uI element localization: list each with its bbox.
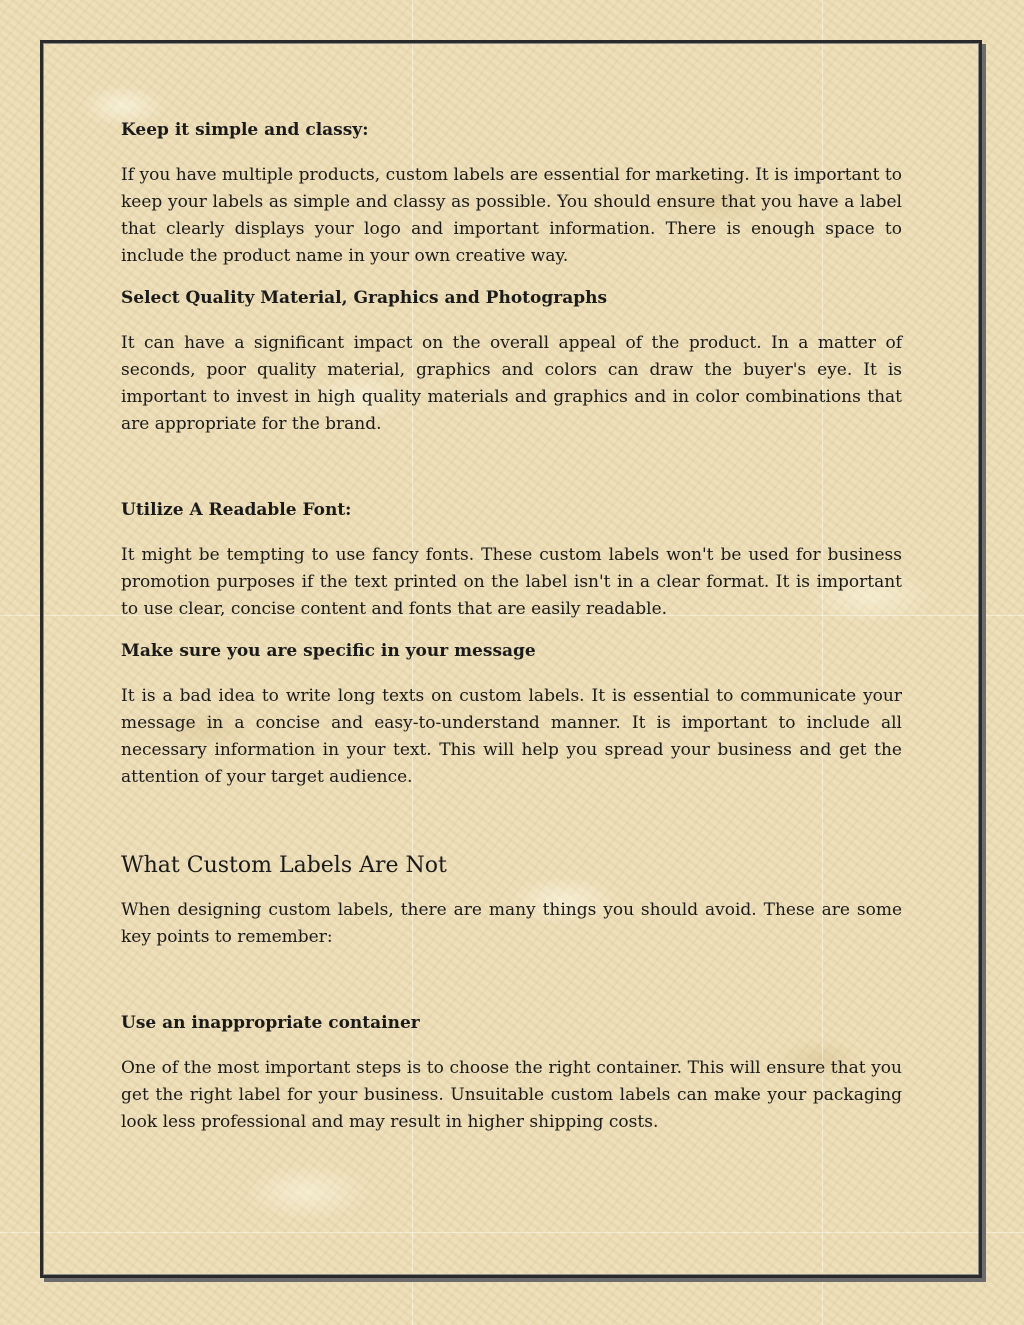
heading-inappropriate-container: Use an inappropriate container — [121, 1013, 420, 1033]
paragraph-inappropriate-container: One of the most important steps is to choose the right container. This will ensure that you get the right label for your business. Unsuitable custom labels can make your packaging look less professional and may result in higher shipping costs. — [121, 1058, 902, 1132]
document-body — [121, 118, 902, 1152]
paragraph-not-intro: When designing custom labels, there are many things you should avoid. These are some key points to remember: — [121, 900, 902, 947]
paragraph-quality-material: It can have a significant impact on the overall appeal of the product. In a matter of seconds, poor quality material, graphics and colors can draw the buyer's eye. It is important to invest in high quality materials and graphics and in color combinations that are appropriate for the brand. — [121, 333, 902, 434]
heading-readable-font: Utilize A Readable Font: — [121, 500, 352, 520]
spacer — [121, 454, 902, 498]
heading-specific-message: Make sure you are specific in your message — [121, 641, 536, 661]
section-title-not: What Custom Labels Are Not — [121, 853, 447, 878]
heading-keep-simple: Keep it simple and classy: — [121, 120, 369, 140]
paragraph-readable-font: It might be tempting to use fancy fonts. These custom labels won't be used for business promotion purposes if the text printed on the label isn't in a clear format. It is important to use clear, concise content and fonts that are easily readable. — [121, 545, 902, 619]
spacer — [121, 807, 902, 851]
paragraph-keep-simple: If you have multiple products, custom labels are essential for marketing. It is important to keep your labels as simple and classy as possible. You should ensure that you have a label that clearly displays your logo and important information. There is enough space to include the product name in your own creative way. — [121, 165, 902, 266]
heading-quality-material: Select Quality Material, Graphics and Photographs — [121, 288, 608, 308]
spacer — [121, 967, 902, 1011]
paragraph-specific-message: It is a bad idea to write long texts on custom labels. It is essential to communicate your message in a concise and easy-to-understand manner. It is important to include all necessary information in your text. This will help you spread your business and get the attention of your target audience. — [121, 686, 902, 787]
